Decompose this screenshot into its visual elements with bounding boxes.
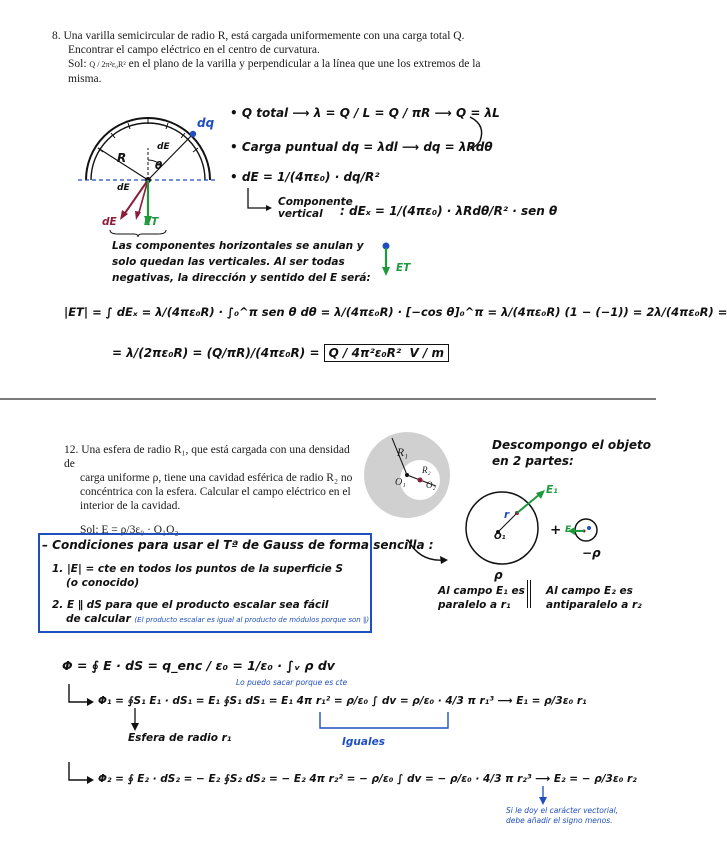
descompongo-note xyxy=(492,437,651,469)
problem12-statement xyxy=(64,443,354,537)
ET-arrow xyxy=(378,242,398,278)
integral-line2-text: = λ/(2πε₀R) = (Q/πR)/(4πε₀R) = xyxy=(112,346,324,360)
condicion1 xyxy=(52,562,343,590)
horizontal-line1: Las componentes horizontales se anulan y xyxy=(112,240,364,252)
final-note-line1: Si le doy el carácter vectorial, xyxy=(506,806,619,815)
brace xyxy=(108,228,168,238)
label-R2: R₂ xyxy=(422,465,431,475)
campo2-line1: Al campo E₂ es xyxy=(546,585,633,597)
label-rho-neg: −ρ xyxy=(582,546,601,560)
integral-result: Q / 4π²ε₀R² xyxy=(328,346,402,360)
descompongo-line2: en 2 partes: xyxy=(492,454,574,468)
problem8-statement xyxy=(52,29,612,86)
flux1: Φ₁ = ∮S₁ E₁ · dS₁ = E₁ ∮S₁ dS₁ = E₁ 4π r₁² = ρ/ε₀ ∫ dv = ρ/ε₀ · 4/3 π r₁³ ⟶ E₁ = ρ/3ε₀ r₁ xyxy=(98,695,587,707)
sol-suffix: en el plano de la varilla y perpendicular a la línea que une los extremos de la xyxy=(128,58,481,70)
elbow-arrow xyxy=(244,188,274,218)
note-carga-puntual: • Carga puntual dq = λdl ⟶ dq = λRdθ xyxy=(230,140,493,154)
campo2-line2: antiparalelo a r₂ xyxy=(546,599,642,611)
flux2: Φ₂ = ∮ E₂ · dS₂ = − E₂ ∮S₂ dS₂ = − E₂ 4π r₂² = − ρ/ε₀ ∫ dv = − ρ/ε₀ · 4/3 π r₂³ ⟶ E₂ = − ρ/3ε₀ r₂ xyxy=(98,773,637,785)
condicion2-line2: de calcular xyxy=(66,613,131,625)
condicion2-line1: 2. E ∥ dS para que el producto escalar sea fácil xyxy=(52,599,329,611)
componente-label-1: Componente xyxy=(278,196,353,208)
horizontal-line3: negativas, la dirección y sentido del E será: xyxy=(112,272,371,284)
label-ET-right: ET xyxy=(396,262,411,274)
label-dE-vec: dE xyxy=(117,183,130,193)
note-q-total: • Q total ⟶ λ = Q / L = Q / πR ⟶ Q = λL xyxy=(230,106,500,120)
integral-result-box xyxy=(324,344,449,362)
label-R1: R₁ xyxy=(397,447,409,459)
flux-main: Φ = ∮ E · dS = q_enc / ε₀ = 1/ε₀ · ∫ᵥ ρ dv xyxy=(62,658,335,673)
note-dE: • dE = 1/(4πε₀) · dq/R² xyxy=(230,170,380,184)
condicion1-line1: 1. |E| = cte en todos los puntos de la superficie S xyxy=(52,563,343,575)
esfera-label: Esfera de radio r₁ xyxy=(128,732,232,744)
label-O1-part: O₁ xyxy=(494,532,506,542)
label-ET: ET xyxy=(144,216,159,228)
label-O2: O₂ xyxy=(426,480,436,490)
problem8-sol xyxy=(52,57,612,72)
label-dE-top: dE xyxy=(157,142,170,152)
problem12-line1: 12. Una esfera de radio R₁, que está cargada con una densidad de xyxy=(64,444,350,470)
iguales-bracket xyxy=(316,712,456,734)
campo1-line1: Al campo E₁ es xyxy=(438,585,525,597)
label-R: R xyxy=(117,151,127,165)
integral-line2 xyxy=(112,346,449,360)
problem8-line1: 8. Una varilla semicircular de radio R, está cargada uniformemente con una carga total Q. xyxy=(52,30,465,42)
label-theta: θ xyxy=(155,160,163,172)
label-plus: + xyxy=(550,522,562,538)
label-dE-bottom: dE xyxy=(102,216,117,228)
flux2-elbow xyxy=(66,762,96,788)
campo1-note xyxy=(438,584,525,612)
campo2-note xyxy=(546,584,642,612)
section-divider xyxy=(0,398,656,400)
flux1-down-arrow xyxy=(128,708,142,732)
problem8-sol-line2: misma. xyxy=(68,73,102,85)
condiciones-title: – Condiciones para usar el Tª de Gauss de forma sencilla : xyxy=(42,538,434,552)
problem12-line4: interior de la cavidad. xyxy=(80,500,181,512)
integral-line1: |ET| = ∫ dEₓ = λ/(4πε₀R) · ∫₀^π sen θ dθ = λ/(4πε₀R) · [−cos θ]₀^π = λ/(4πε₀R) (1 − (−1)) = 2λ/(4πε₀R) = xyxy=(64,305,727,319)
flux1-note: Lo puedo sacar porque es cte xyxy=(236,678,348,687)
problem8-line2: Encontrar el campo eléctrico en el centro de curvatura. xyxy=(68,44,320,56)
decomposition-diagram xyxy=(400,480,610,580)
final-note xyxy=(506,806,618,826)
componente-label-2: vertical xyxy=(278,208,323,220)
horizontal-note xyxy=(112,238,371,286)
integral-units: V / m xyxy=(409,346,445,360)
condicion2 xyxy=(52,598,369,627)
sol-formula: Q / 2π²ε₀R² xyxy=(89,60,126,69)
label-E1: E₁ xyxy=(546,484,558,496)
label-r: r xyxy=(504,509,510,521)
condicion1-line2: (o conocido) xyxy=(66,577,140,589)
sol-prefix: Sol: xyxy=(68,58,87,70)
flux2-down-arrow xyxy=(536,786,550,806)
final-note-line2: debe añadir el signo menos. xyxy=(506,816,613,825)
problem12-line2: carga uniforme ρ, tiene una cavidad esférica de radio R₂ no xyxy=(80,472,353,484)
horizontal-line2: solo quedan las verticales. Al ser todas xyxy=(112,256,345,268)
campo1-line2: paralelo a r₁ xyxy=(438,599,511,611)
flux1-elbow xyxy=(66,684,96,710)
label-E2: E₂ xyxy=(565,525,576,535)
iguales-label: Iguales xyxy=(342,736,385,748)
note-dEx: : dEₓ = 1/(4πε₀) · λRdθ/R² · sen θ xyxy=(340,204,558,218)
problem12-line3: concéntrica con la esfera. Calcular el campo eléctrico en el xyxy=(80,486,351,498)
descompongo-line1: Descompongo el objeto xyxy=(492,438,651,452)
parallel-separator xyxy=(527,580,531,608)
problem12-sol: Sol: E = ρ/3ε₀ · O₁O₂ xyxy=(80,524,179,536)
label-O1: O₁ xyxy=(395,477,406,488)
label-dq: dq xyxy=(197,116,215,130)
label-rho-pos: ρ xyxy=(494,568,503,582)
condicion2-note: (El producto escalar es igual al producto de módulos porque son ∥) xyxy=(134,616,370,624)
